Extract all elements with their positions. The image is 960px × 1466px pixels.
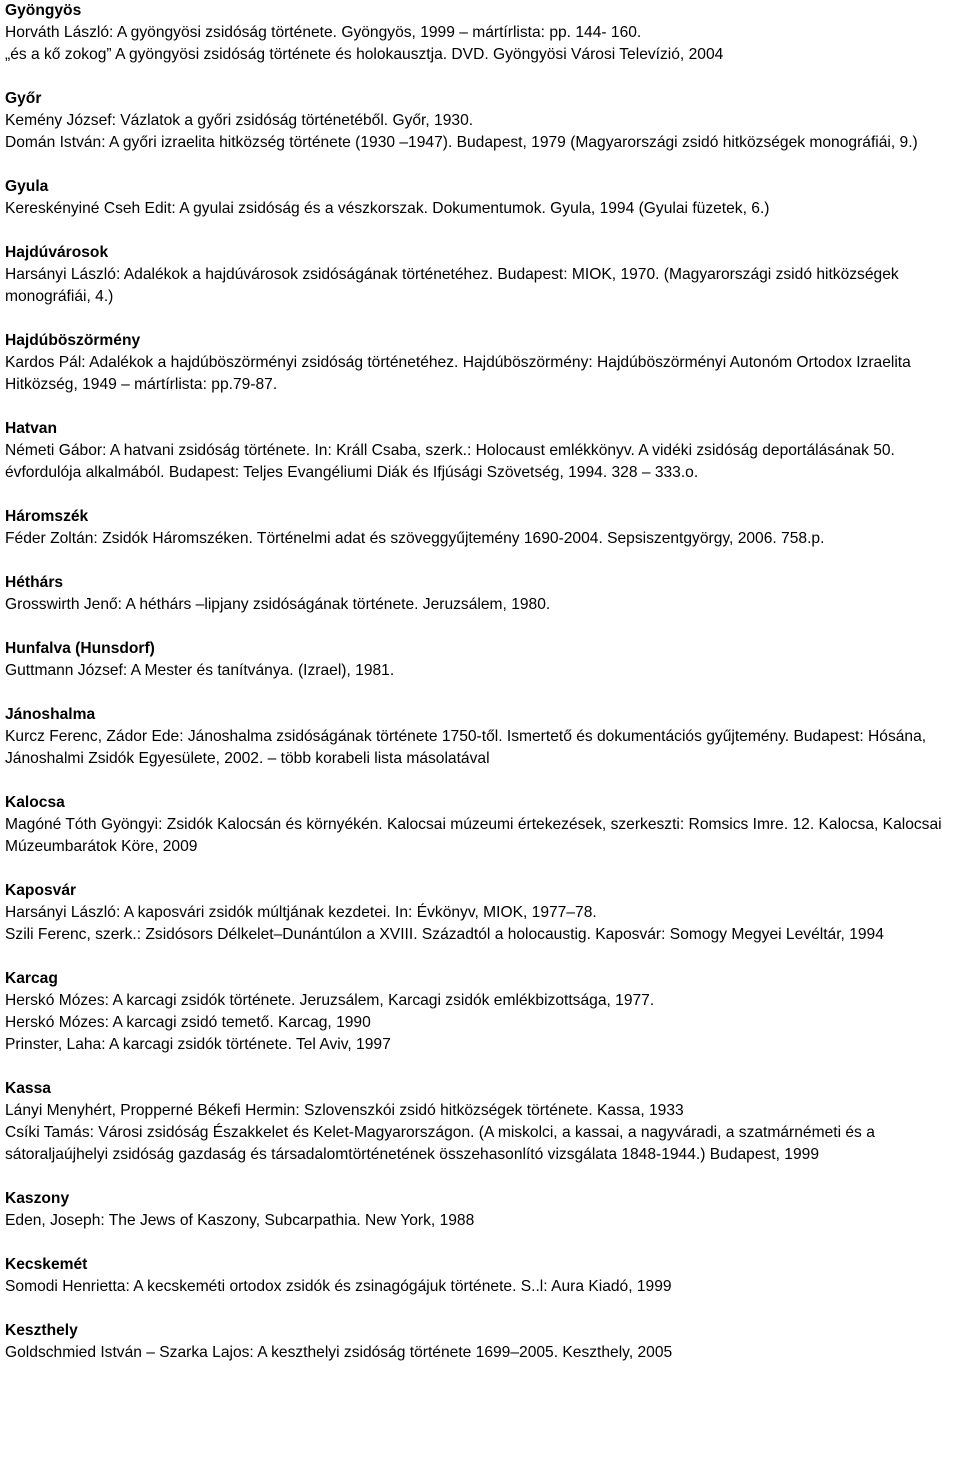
- place-heading: Karcag: [5, 970, 58, 987]
- reference-list: [5, 110, 955, 154]
- entry-spacer: [5, 946, 955, 968]
- reference-line: Grosswirth Jenő: A héthárs ‒lipjany zsidóságának története. Jeruzsálem, 1980.: [5, 596, 551, 613]
- entry-spacer: [5, 858, 955, 880]
- reference-list: [5, 990, 955, 1056]
- reference-line: Domán István: A győri izraelita hitközség története (1930 ‒1947). Budapest, 1979 (Magyarországi zsidó hitközségek monográfiái, 9.): [5, 134, 918, 151]
- reference-list: [5, 902, 955, 946]
- reference-list: [5, 594, 955, 616]
- reference-list: [5, 528, 955, 550]
- reference-line: Kardos Pál: Adalékok a hajdúböszörményi zsidóság történetéhez. Hajdúböszörmény: Hajdúböszörményi Autonóm Ortodox Izraelita Hitközség, 1949 ‒ mártírlista: pp.79-87.: [5, 354, 911, 393]
- bibliography-entry: [5, 1188, 955, 1232]
- entry-spacer: [5, 66, 955, 88]
- bibliography-entry: [5, 704, 955, 770]
- reference-list: [5, 198, 955, 220]
- place-heading: Gyula: [5, 178, 49, 195]
- place-heading: Háromszék: [5, 508, 89, 525]
- reference-line: Kurcz Ferenc, Zádor Ede: Jánoshalma zsidóságának története 1750-től. Ismertető és dokumentációs gyűjtemény. Budapest: Hósána, Jánoshalmi Zsidók Egyesülete, 2002. ‒ több korabeli lista másolatával: [5, 728, 927, 767]
- reference-line: Szili Ferenc, szerk.: Zsidósors Délkelet‒Dunántúlon a XVIII. Századtól a holocaustig. Kaposvár: Somogy Megyei Levéltár, 1994: [5, 926, 884, 943]
- reference-line: Somodi Henrietta: A kecskeméti ortodox zsidók és zsinagógájuk története. S..l: Aura Kiadó, 1999: [5, 1278, 672, 1295]
- entry-spacer: [5, 682, 955, 704]
- bibliography-entry: [5, 1078, 955, 1166]
- reference-line: Harsányi László: Adalékok a hajdúvárosok zsidóságának történetéhez. Budapest: MIOK, 1970. (Magyarországi zsidó hitközségek monográfiái, 4.): [5, 266, 899, 305]
- place-heading: Hajdúvárosok: [5, 244, 109, 261]
- bibliography-entry: [5, 418, 955, 484]
- reference-list: [5, 22, 955, 66]
- reference-line: Magóné Tóth Gyöngyi: Zsidók Kalocsán és környékén. Kalocsai múzeumi értekezések, szerkeszti: Romsics Imre. 12. Kalocsa, Kalocsai Múzeumbarátok Köre, 2009: [5, 816, 942, 855]
- entry-spacer: [5, 1056, 955, 1078]
- bibliography-entry: [5, 506, 955, 550]
- place-heading: Hunfalva (Hunsdorf): [5, 640, 155, 657]
- reference-line: Eden, Joseph: The Jews of Kaszony, Subcarpathia. New York, 1988: [5, 1212, 475, 1229]
- bibliography-entry: [5, 880, 955, 946]
- place-heading: Hatvan: [5, 420, 57, 437]
- place-heading: Kalocsa: [5, 794, 65, 811]
- reference-line: Kemény József: Vázlatok a győri zsidóság történetéből. Győr, 1930.: [5, 112, 474, 129]
- place-heading: Gyöngyös: [5, 2, 82, 19]
- bibliography-entry: [5, 0, 955, 66]
- place-heading: Héthárs: [5, 574, 64, 591]
- place-heading: Keszthely: [5, 1322, 78, 1339]
- entry-spacer: [5, 220, 955, 242]
- place-heading: Kaszony: [5, 1190, 70, 1207]
- entry-spacer: [5, 1232, 955, 1254]
- reference-list: [5, 814, 955, 858]
- entry-spacer: [5, 616, 955, 638]
- bibliography-entry: [5, 1320, 955, 1364]
- place-heading: Győr: [5, 90, 42, 107]
- place-heading: Kecskemét: [5, 1256, 88, 1273]
- bibliography-page: [5, 0, 955, 1364]
- reference-line: Herskó Mózes: A karcagi zsidók története. Jeruzsálem, Karcagi zsidók emlékbizottsága, 1977.: [5, 992, 655, 1009]
- reference-line: Guttmann József: A Mester és tanítványa. (Izrael), 1981.: [5, 662, 395, 679]
- bibliography-entry: [5, 1254, 955, 1298]
- entry-spacer: [5, 396, 955, 418]
- reference-line: Harsányi László: A kaposvári zsidók múltjának kezdetei. In: Évkönyv, MIOK, 1977‒78.: [5, 904, 597, 921]
- entry-spacer: [5, 550, 955, 572]
- reference-list: [5, 1276, 955, 1298]
- reference-line: Lányi Menyhért, Propperné Békefi Hermin: Szlovenszkói zsidó hitközségek története. Kassa, 1933: [5, 1102, 684, 1119]
- reference-line: Goldschmied István ‒ Szarka Lajos: A keszthelyi zsidóság története 1699‒2005. Keszthely, 2005: [5, 1344, 673, 1361]
- bibliography-entry: [5, 792, 955, 858]
- bibliography-entry: [5, 968, 955, 1056]
- entry-spacer: [5, 1298, 955, 1320]
- reference-line: Féder Zoltán: Zsidók Háromszéken. Történelmi adat és szöveggyűjtemény 1690-2004. Sepsiszentgyörgy, 2006. 758.p.: [5, 530, 825, 547]
- bibliography-entry: [5, 330, 955, 396]
- reference-list: [5, 660, 955, 682]
- entry-spacer: [5, 1166, 955, 1188]
- entry-spacer: [5, 770, 955, 792]
- reference-line: Horváth László: A gyöngyösi zsidóság története. Gyöngyös, 1999 ‒ mártírlista: pp. 144- 160.: [5, 24, 642, 41]
- bibliography-entry: [5, 638, 955, 682]
- place-heading: Hajdúböszörmény: [5, 332, 141, 349]
- reference-line: Kereskényiné Cseh Edit: A gyulai zsidóság és a vészkorszak. Dokumentumok. Gyula, 1994 (Gyulai füzetek, 6.): [5, 200, 770, 217]
- reference-line: Herskó Mózes: A karcagi zsidó temető. Karcag, 1990: [5, 1014, 371, 1031]
- reference-list: [5, 1210, 955, 1232]
- place-heading: Kassa: [5, 1080, 51, 1097]
- reference-line: Németi Gábor: A hatvani zsidóság története. In: Králl Csaba, szerk.: Holocaust emlékkönyv. A vidéki zsidóság deportálásának 50. évfordulója alkalmából. Budapest: Teljes Evangéliumi Diák és Ifjúsági Szövetség, 1994. 328 ‒ 333.o.: [5, 442, 895, 481]
- place-heading: Kaposvár: [5, 882, 77, 899]
- place-heading: Jánoshalma: [5, 706, 96, 723]
- entry-spacer: [5, 308, 955, 330]
- entry-spacer: [5, 154, 955, 176]
- reference-list: [5, 440, 955, 484]
- bibliography-entry: [5, 572, 955, 616]
- entry-spacer: [5, 484, 955, 506]
- reference-line: Prinster, Laha: A karcagi zsidók története. Tel Aviv, 1997: [5, 1036, 391, 1053]
- reference-list: [5, 1342, 955, 1364]
- reference-line: „és a kő zokog” A gyöngyösi zsidóság története és holokausztja. DVD. Gyöngyösi Városi Televízió, 2004: [5, 46, 724, 63]
- reference-list: [5, 264, 955, 308]
- bibliography-entry: [5, 176, 955, 220]
- reference-list: [5, 1100, 955, 1166]
- reference-list: [5, 726, 955, 770]
- bibliography-entry: [5, 242, 955, 308]
- bibliography-entry: [5, 88, 955, 154]
- reference-line: Csíki Tamás: Városi zsidóság Északkelet és Kelet-Magyarországon. (A miskolci, a kassai, a nagyváradi, a szatmárnémeti és a sátoraljaújhelyi zsidóság gazdaság és társadalomtörténetének összehasonlító vizsgálata 1848-1944.) Budapest, 1999: [5, 1124, 875, 1163]
- reference-list: [5, 352, 955, 396]
